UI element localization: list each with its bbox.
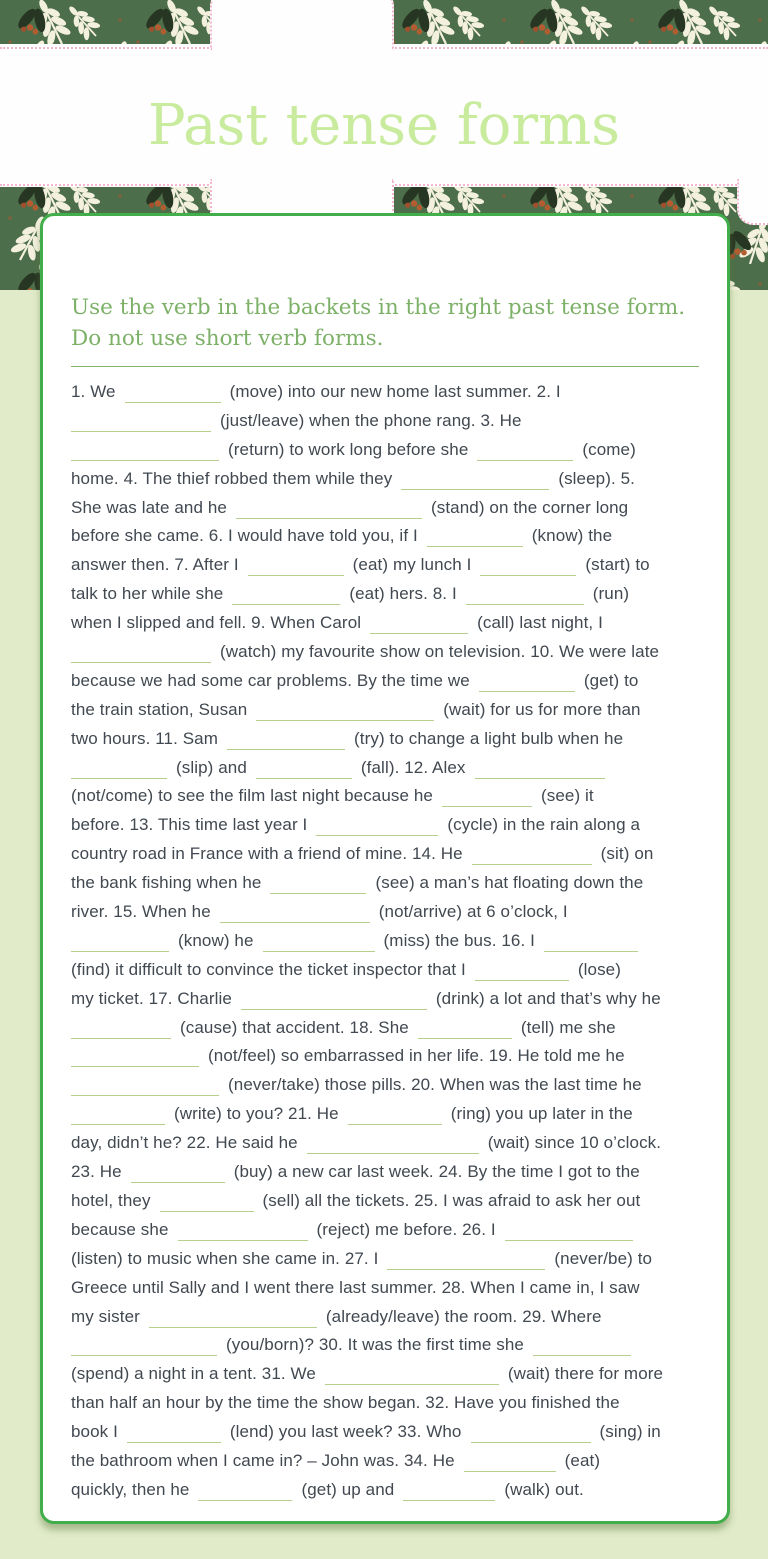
- exercise-text: She was late and he: [71, 497, 227, 517]
- exercise-text: (you/born)? 30. It was the first time she: [226, 1335, 524, 1355]
- exercise-line: [71, 898, 699, 927]
- answer-blank[interactable]: [480, 555, 576, 576]
- exercise-line: [71, 1014, 699, 1043]
- exercise-text: (start) to: [585, 555, 650, 575]
- exercise-text: than half an hour by the time the show began. 32. Have you finished the: [71, 1393, 620, 1413]
- exercise-line: [71, 754, 699, 783]
- exercise-text: (ring) you up later in the: [450, 1104, 633, 1124]
- exercise-text: book I: [71, 1422, 118, 1442]
- exercise-text: (return) to work long before she: [228, 439, 469, 459]
- answer-blank[interactable]: [125, 382, 221, 403]
- answer-blank[interactable]: [464, 1451, 556, 1472]
- answer-blank[interactable]: [256, 758, 352, 779]
- answer-blank[interactable]: [477, 440, 573, 461]
- exercise-line: [71, 696, 699, 725]
- exercise-line: [71, 378, 699, 407]
- exercise-line: [71, 638, 699, 667]
- answer-blank[interactable]: [418, 1018, 512, 1039]
- exercise-line: [71, 1331, 699, 1360]
- exercise-text: (sit) on: [600, 844, 654, 864]
- exercise-text: (eat) my lunch I: [352, 555, 472, 575]
- answer-blank[interactable]: [198, 1480, 292, 1501]
- exercise-text: (fall). 12. Alex: [360, 757, 466, 777]
- answer-blank[interactable]: [71, 931, 169, 952]
- answer-blank[interactable]: [241, 989, 427, 1010]
- exercise-text: (watch) my favourite show on television. 10. We were late: [220, 642, 660, 662]
- exercise-text: 23. He: [71, 1162, 122, 1182]
- exercise-text: (listen) to music when she came in. 27. I: [71, 1248, 379, 1268]
- exercise-text: (get) up and: [301, 1479, 395, 1499]
- exercise-line: [71, 407, 699, 436]
- exercise-text: (never/be) to: [554, 1248, 653, 1268]
- answer-blank[interactable]: [403, 1480, 495, 1501]
- exercise-line: [71, 1100, 699, 1129]
- answer-blank[interactable]: [263, 931, 375, 952]
- exercise-text: (find) it difficult to convince the ticket inspector that I: [71, 959, 466, 979]
- exercise-text: quickly, then he: [71, 1479, 190, 1499]
- answer-blank[interactable]: [316, 815, 438, 836]
- exercise-line: [71, 927, 699, 956]
- exercise-text: (come): [582, 439, 636, 459]
- exercise-line: [71, 1360, 699, 1389]
- answer-blank[interactable]: [466, 584, 584, 605]
- answer-blank[interactable]: [427, 526, 523, 547]
- exercise-text: my sister: [71, 1306, 140, 1326]
- answer-blank[interactable]: [232, 584, 340, 605]
- exercise-text: (run): [592, 584, 630, 604]
- answer-blank[interactable]: [325, 1364, 499, 1385]
- answer-blank[interactable]: [71, 1046, 199, 1067]
- answer-blank[interactable]: [248, 555, 344, 576]
- exercise-text: (slip) and: [176, 757, 247, 777]
- answer-blank[interactable]: [307, 1133, 479, 1154]
- answer-blank[interactable]: [387, 1249, 545, 1270]
- exercise-text: the bathroom when I came in? – John was. 34. He: [71, 1450, 455, 1470]
- exercise-text: (wait) there for more: [507, 1364, 664, 1384]
- exercise-text: when I slipped and fell. 9. When Carol: [71, 613, 362, 633]
- answer-blank[interactable]: [71, 1335, 217, 1356]
- exercise-text: (stand) on the corner long: [430, 497, 629, 517]
- exercise-text: (cause) that accident. 18. She: [180, 1017, 409, 1037]
- exercise-line: [71, 1187, 699, 1216]
- exercise-line: [71, 725, 699, 754]
- exercise-line: [71, 840, 699, 869]
- exercise-text: (not/come) to see the film last night because he: [71, 786, 433, 806]
- exercise-line: [71, 782, 699, 811]
- exercise-text: (get) to: [583, 670, 639, 690]
- exercise-text: hotel, they: [71, 1190, 151, 1210]
- instructions-divider: [71, 366, 699, 367]
- exercise-text: (call) last night, I: [477, 613, 603, 633]
- answer-blank[interactable]: [479, 671, 575, 692]
- exercise-line: [71, 609, 699, 638]
- answer-blank[interactable]: [370, 613, 468, 634]
- exercise-text: (see) a man’s hat floating down the: [375, 873, 644, 893]
- exercise-text: country road in France with a friend of mine. 14. He: [71, 844, 463, 864]
- exercise-text: (try) to change a light bulb when he: [354, 728, 624, 748]
- exercise-line: [71, 811, 699, 840]
- exercise-text: answer then. 7. After I: [71, 555, 239, 575]
- answer-blank[interactable]: [178, 1220, 308, 1241]
- exercise-text: (move) into our new home last summer. 2. I: [229, 382, 561, 401]
- answer-blank[interactable]: [71, 642, 211, 663]
- answer-blank[interactable]: [227, 729, 345, 750]
- answer-blank[interactable]: [71, 1104, 165, 1125]
- exercise-text: (sell) all the tickets. 25. I was afraid to ask her out: [262, 1190, 641, 1210]
- answer-blank[interactable]: [160, 1191, 254, 1212]
- answer-blank[interactable]: [471, 1422, 591, 1443]
- exercise-text: the bank fishing when he: [71, 873, 262, 893]
- exercise-text: (write) to you? 21. He: [174, 1104, 339, 1124]
- exercise-text: (walk) out.: [504, 1479, 584, 1499]
- exercise-line: [71, 1129, 699, 1158]
- exercise-line: [71, 465, 699, 494]
- exercise-text: Greece until Sally and I went there last summer. 28. When I came in, I saw: [71, 1277, 640, 1297]
- exercise-text: (spend) a night in a tent. 31. We: [71, 1364, 316, 1384]
- exercise-text: (buy) a new car last week. 24. By the time I got to the: [233, 1162, 640, 1182]
- exercise-line: [71, 869, 699, 898]
- exercise-text: day, didn’t he? 22. He said he: [71, 1133, 298, 1153]
- exercise-text: (reject) me before. 26. I: [316, 1219, 496, 1239]
- exercise-line: [71, 1418, 699, 1447]
- exercise-text: (wait) for us for more than: [443, 699, 641, 719]
- answer-blank[interactable]: [533, 1335, 631, 1356]
- exercise-text: (see) it: [541, 786, 594, 806]
- exercise-text: (never/take) those pills. 20. When was the last time he: [228, 1075, 642, 1095]
- exercise-text: (sing) in: [599, 1422, 661, 1442]
- exercise-text: (just/leave) when the phone rang. 3. He: [220, 410, 522, 430]
- answer-blank[interactable]: [475, 758, 605, 779]
- exercise-line: [71, 1158, 699, 1187]
- exercise-line: [71, 1274, 699, 1303]
- exercise-line: [71, 494, 699, 523]
- scallop-tab-middle-right: [737, 179, 768, 225]
- exercise-text: (eat) hers. 8. I: [349, 584, 457, 604]
- exercise-lines: [71, 378, 699, 1505]
- answer-blank[interactable]: [472, 844, 592, 865]
- exercise-text: because we had some car problems. By the time we: [71, 670, 470, 690]
- exercise-line: [71, 1042, 699, 1071]
- exercise-text: 1. We: [71, 382, 116, 401]
- exercise-text: the train station, Susan: [71, 699, 248, 719]
- exercise-line: [71, 667, 699, 696]
- exercise-text: (cycle) in the rain along a: [447, 815, 641, 835]
- answer-blank[interactable]: [442, 786, 532, 807]
- answer-blank[interactable]: [220, 902, 370, 923]
- exercise-line: [71, 956, 699, 985]
- answer-blank[interactable]: [71, 1075, 219, 1096]
- exercise-text: (know) the: [531, 526, 613, 546]
- answer-blank[interactable]: [71, 1018, 171, 1039]
- exercise-text: (lend) you last week? 33. Who: [229, 1422, 462, 1442]
- exercise-line: [71, 1476, 699, 1505]
- exercise-text: river. 15. When he: [71, 902, 211, 922]
- exercise-line: [71, 1303, 699, 1332]
- exercise-line: [71, 1389, 699, 1418]
- exercise-text: (wait) since 10 o’clock.: [487, 1133, 662, 1153]
- answer-blank[interactable]: [71, 411, 211, 432]
- exercise-line: [71, 1071, 699, 1100]
- instructions-text: Use the verb in the backets in the right past tense form. Do not use short verb forms.: [71, 295, 686, 351]
- exercise-text: home. 4. The thief robbed them while they: [71, 468, 393, 488]
- answer-blank[interactable]: [127, 1422, 221, 1443]
- exercise-line: [71, 1447, 699, 1476]
- worksheet-card: [40, 213, 730, 1524]
- answer-blank[interactable]: [236, 498, 422, 519]
- exercise-line: [71, 1245, 699, 1274]
- exercise-text: before she came. 6. I would have told you, if I: [71, 526, 418, 546]
- exercise-text: before. 13. This time last year I: [71, 815, 308, 835]
- answer-blank[interactable]: [71, 440, 219, 461]
- answer-blank[interactable]: [475, 960, 569, 981]
- exercise-line: [71, 1216, 699, 1245]
- answer-blank[interactable]: [256, 700, 434, 721]
- answer-blank[interactable]: [348, 1104, 442, 1125]
- exercise-text: (miss) the bus. 16. I: [383, 930, 535, 950]
- answer-blank[interactable]: [544, 931, 638, 952]
- exercise-line: [71, 522, 699, 551]
- exercise-text: two hours. 11. Sam: [71, 728, 218, 748]
- exercise-text: (not/arrive) at 6 o’clock, I: [378, 902, 568, 922]
- answer-blank[interactable]: [505, 1220, 633, 1241]
- answer-blank[interactable]: [401, 469, 549, 490]
- exercise-text: (tell) me she: [520, 1017, 616, 1037]
- exercise-text: (eat): [564, 1450, 601, 1470]
- exercise-line: [71, 580, 699, 609]
- answer-blank[interactable]: [71, 758, 167, 779]
- exercise-text: (sleep). 5.: [558, 468, 635, 488]
- exercise-text: (lose): [577, 959, 621, 979]
- exercise-line: [71, 436, 699, 465]
- scallop-tab-top: [210, 0, 394, 50]
- exercise-text: (not/feel) so embarrassed in her life. 19. He told me he: [208, 1046, 625, 1066]
- answer-blank[interactable]: [131, 1162, 225, 1183]
- answer-blank[interactable]: [149, 1307, 317, 1328]
- exercise-line: [71, 551, 699, 580]
- page-title: Past tense forms: [147, 93, 621, 158]
- exercise-text: (know) he: [178, 930, 254, 950]
- exercise-text: because she: [71, 1219, 169, 1239]
- exercise-text: (already/leave) the room. 29. Where: [325, 1306, 602, 1326]
- exercise-text: talk to her while she: [71, 584, 224, 604]
- exercise-line: [71, 985, 699, 1014]
- exercise-text: (drink) a lot and that’s why he: [435, 988, 661, 1008]
- answer-blank[interactable]: [270, 873, 366, 894]
- exercise-text: my ticket. 17. Charlie: [71, 988, 232, 1008]
